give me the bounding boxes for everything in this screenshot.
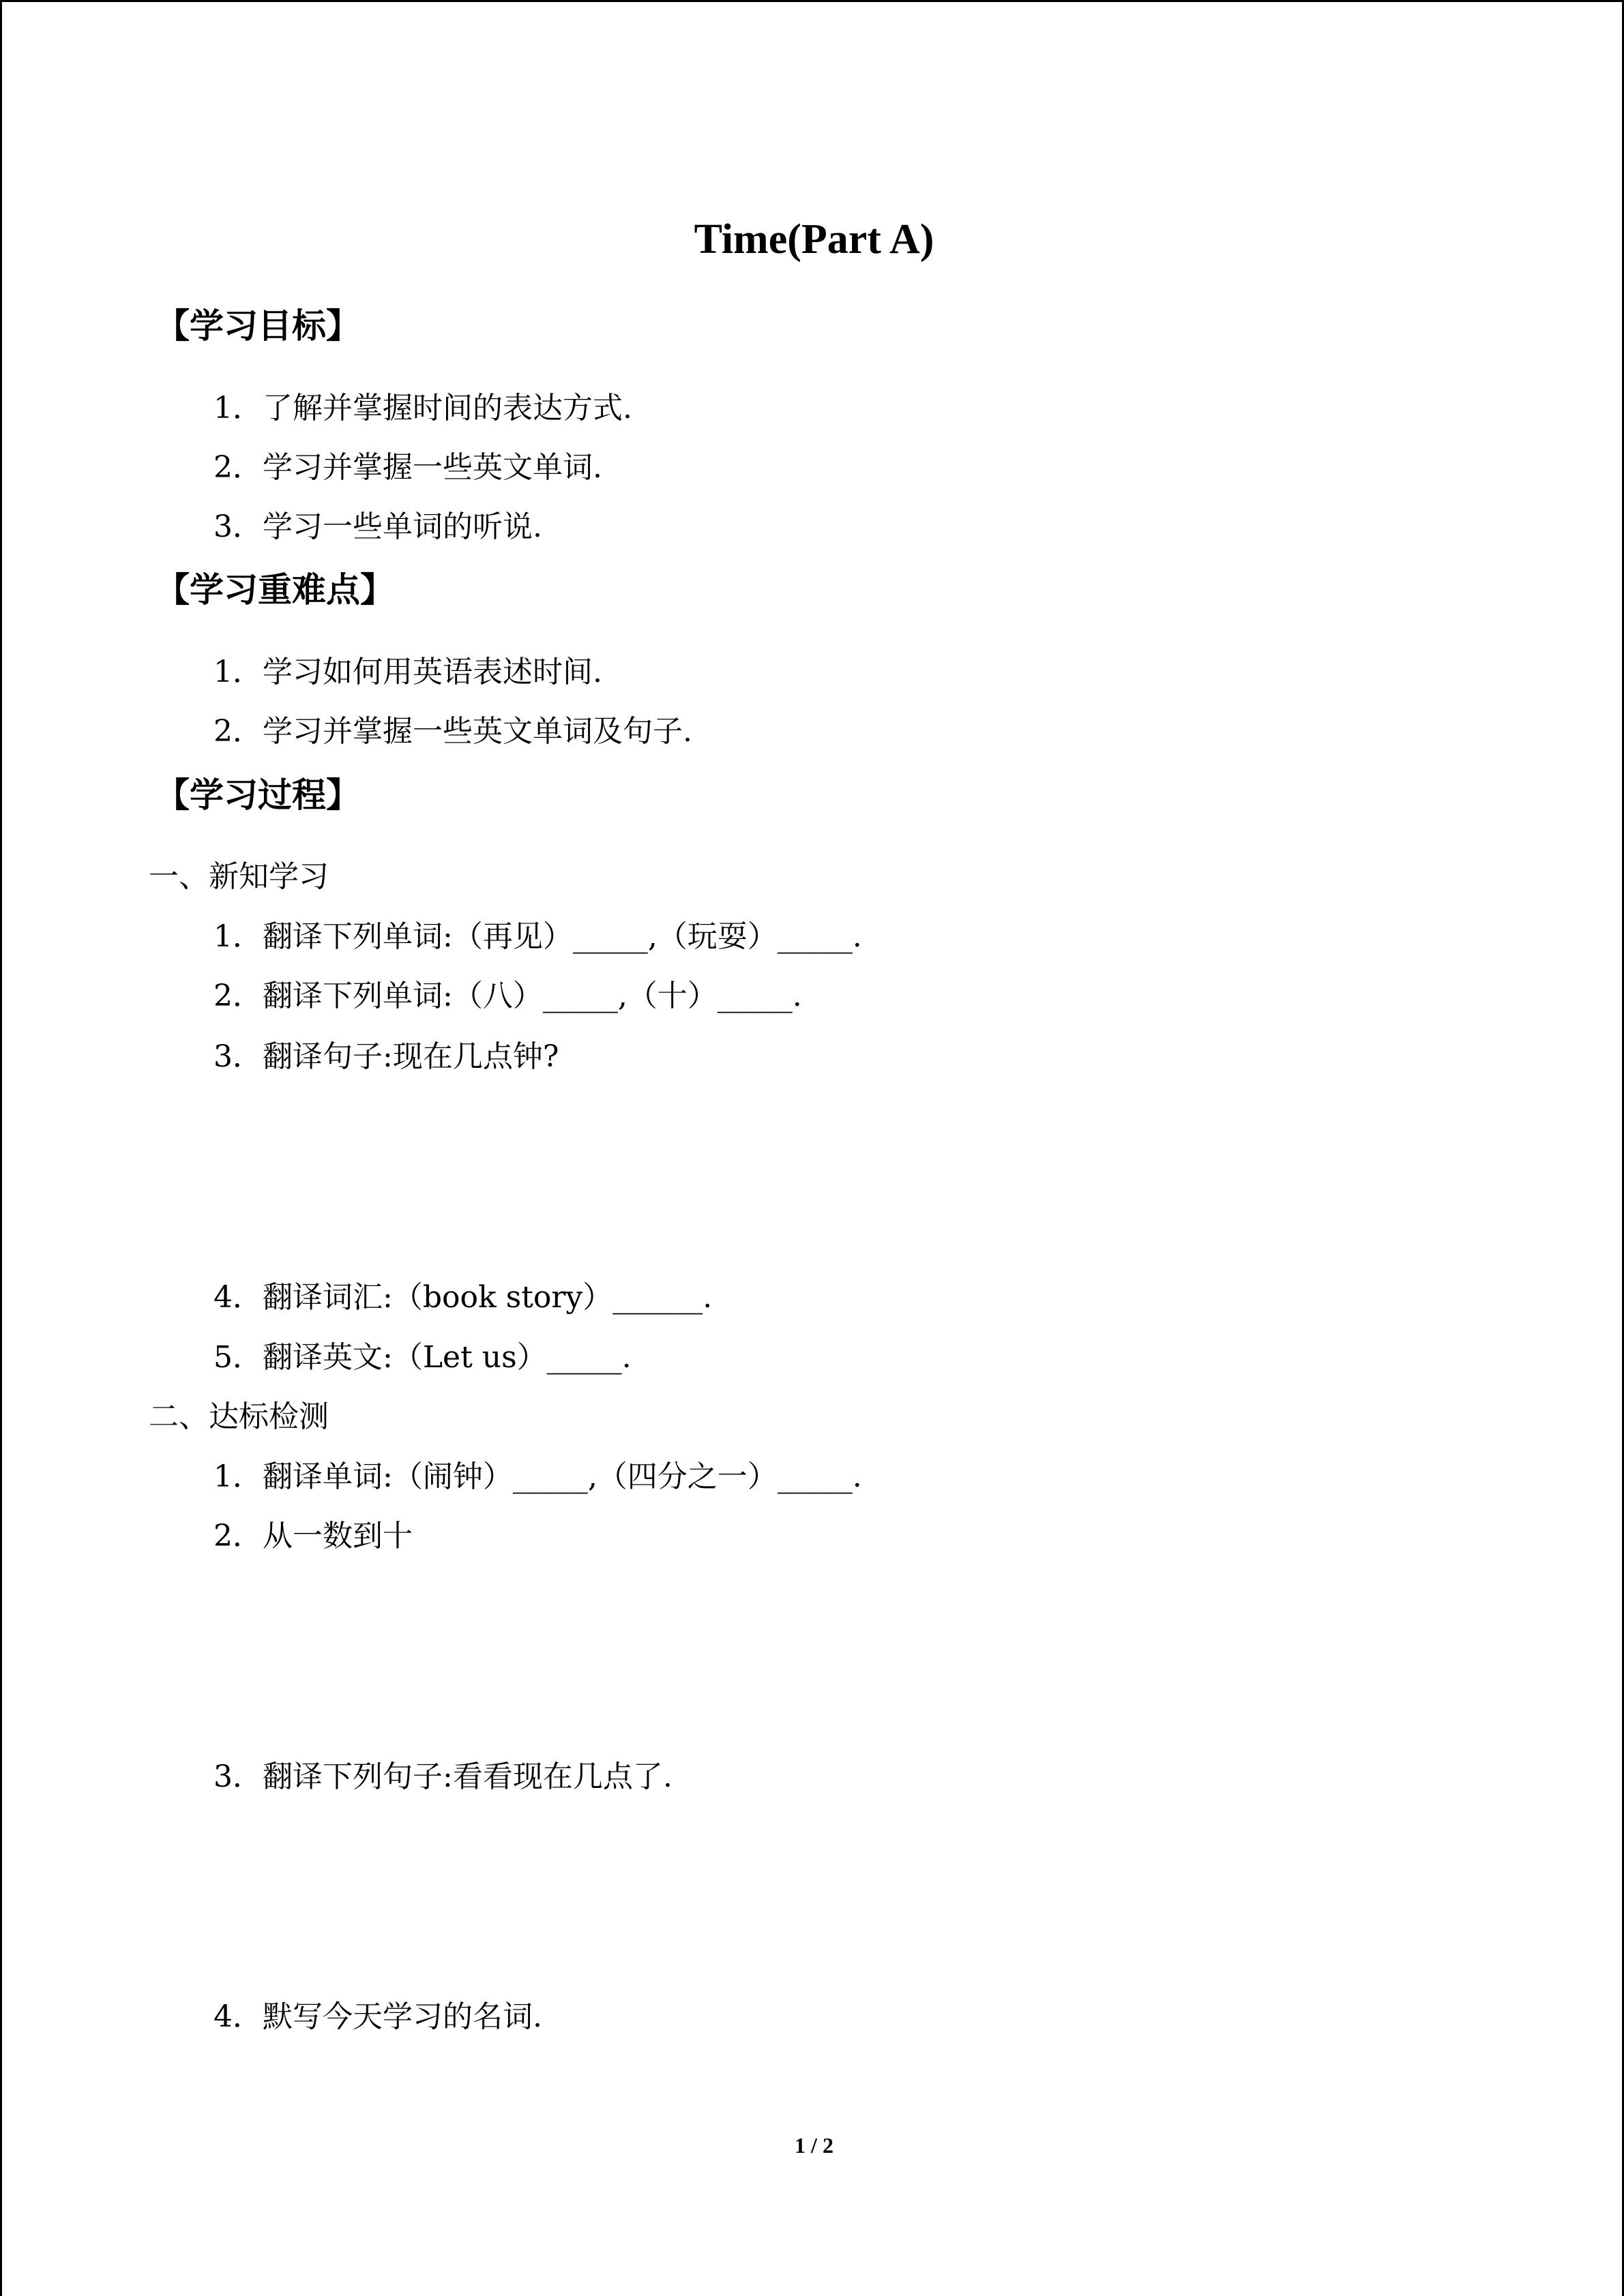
- part1-item-4: 4．翻译词汇:（book story）______.: [213, 1280, 713, 1315]
- part2-item-1: 1．翻译单词:（闹钟）_____,（四分之一）_____.: [213, 1459, 862, 1494]
- page-number: 1 / 2: [795, 2133, 833, 2158]
- part1-item-5: 5．翻译英文:（Let us）_____.: [213, 1340, 632, 1375]
- part1-item-1: 1．翻译下列单词:（再见）_____,（玩耍）_____.: [213, 919, 862, 954]
- part2-title: 二、达标检测: [149, 1399, 329, 1434]
- goal-item-2: 2．学习并掌握一些英文单词.: [213, 450, 602, 485]
- heading-process: 【学习过程】: [156, 775, 360, 815]
- key-point-item-2: 2．学习并掌握一些英文单词及句子.: [213, 714, 692, 749]
- part1-title: 一、新知学习: [149, 859, 329, 894]
- part2-item-4: 4．默写今天学习的名词.: [213, 1999, 542, 2034]
- goal-item-3: 3．学习一些单词的听说.: [213, 509, 542, 544]
- heading-key-points: 【学习重难点】: [156, 570, 394, 610]
- part2-item-3: 3．翻译下列句子:看看现在几点了.: [213, 1759, 673, 1794]
- part1-item-3: 3．翻译句子:现在几点钟?: [213, 1039, 559, 1074]
- part1-item-2: 2．翻译下列单词:（八）_____,（十）_____.: [213, 979, 802, 1013]
- page-title: Time(Part A): [694, 216, 934, 263]
- goal-item-1: 1．了解并掌握时间的表达方式.: [213, 391, 632, 426]
- heading-goals: 【学习目标】: [156, 306, 360, 346]
- key-point-item-1: 1．学习如何用英语表述时间.: [213, 655, 602, 689]
- part2-item-2: 2．从一数到十: [213, 1519, 413, 1553]
